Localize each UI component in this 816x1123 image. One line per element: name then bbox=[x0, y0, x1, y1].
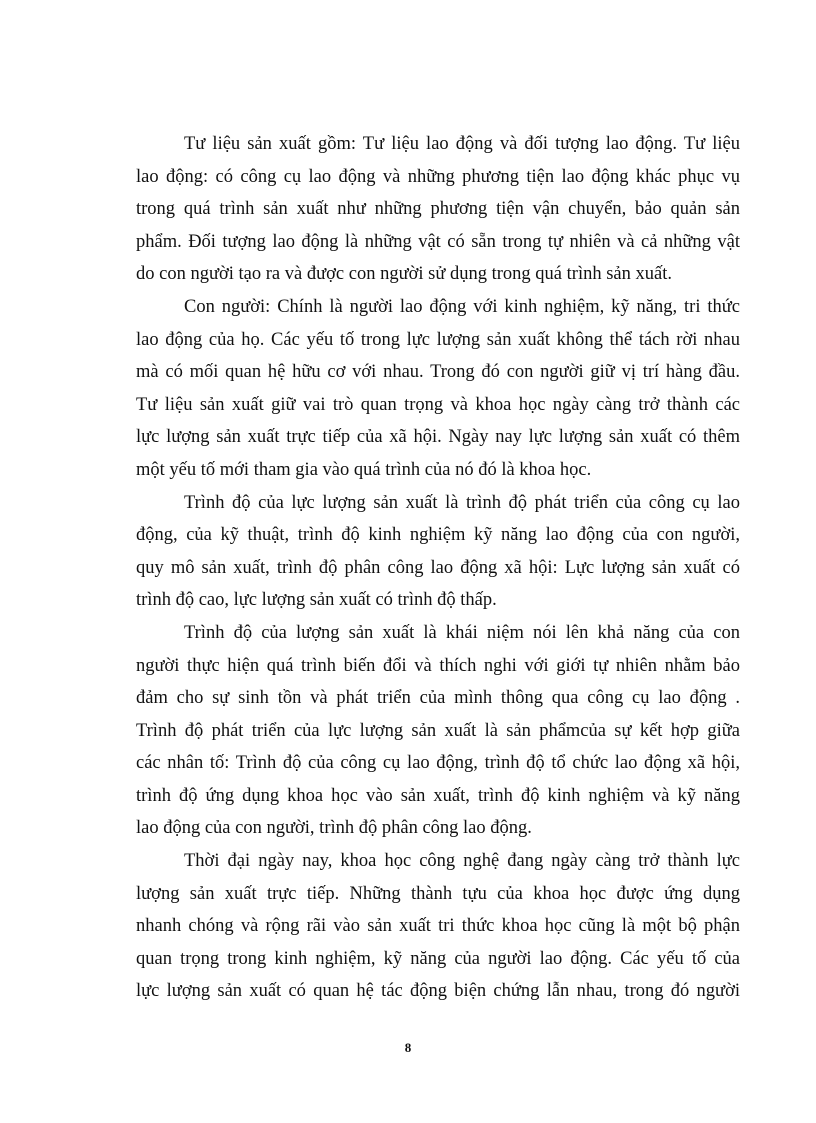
text-line: trình độ cao, lực lượng sản xuất có trình độ thấp. bbox=[136, 590, 497, 611]
document-body bbox=[136, 128, 740, 1008]
paragraph-level-of-productive-forces bbox=[136, 487, 740, 617]
text-line: Tư liệu sản xuất giữ vai trò quan trọng và khoa học ngày càng trở thành các bbox=[136, 394, 740, 415]
text-line: lực lượng sản xuất có quan hệ tác động biện chứng lẫn nhau, trong đó người bbox=[136, 981, 740, 1002]
text-line: trình độ ứng dụng khoa học vào sản xuất, trình độ kinh nghiệm và kỹ năng bbox=[136, 785, 740, 806]
text-line: Trình độ phát triển của lực lượng sản xuất là sản phẩmcủa sự kết hợp giữa bbox=[136, 720, 740, 741]
paragraph-human bbox=[136, 291, 740, 487]
text-line: do con người tạo ra và được con người sử dụng trong quá trình sản xuất. bbox=[136, 264, 672, 285]
text-line: Tư liệu sản xuất gồm: Tư liệu lao động và đối tượng lao động. Tư liệu bbox=[184, 134, 740, 154]
text-line: nhanh chóng và rộng rãi vào sản xuất tri thức khoa học cũng là một bộ phận bbox=[136, 916, 740, 937]
text-line: mà có mối quan hệ hữu cơ với nhau. Trong đó con người giữ vị trí hàng đầu. bbox=[136, 362, 740, 383]
text-line: phẩm. Đối tượng lao động là những vật có sẵn trong tự nhiên và cả những vật bbox=[136, 231, 740, 252]
text-line: Thời đại ngày nay, khoa học công nghệ đang ngày càng trở thành lực bbox=[184, 851, 740, 872]
text-line: Trình độ của lực lượng sản xuất là trình độ phát triển của công cụ lao bbox=[184, 492, 740, 513]
text-line: động, của kỹ thuật, trình độ kinh nghiệm kỹ năng lao động của con người, bbox=[136, 525, 740, 546]
text-line: trong quá trình sản xuất như những phương tiện vận chuyển, bảo quản sản bbox=[136, 199, 740, 220]
paragraph-means-of-production bbox=[136, 128, 740, 291]
text-line: một yếu tố mới tham gia vào quá trình của nó đó là khoa học. bbox=[136, 459, 592, 480]
text-line: người thực hiện quá trình biến đổi và thích nghi với giới tự nhiên nhằm bảo bbox=[136, 655, 740, 676]
text-line: lực lượng sản xuất trực tiếp của xã hội. Ngày nay lực lượng sản xuất có thêm bbox=[136, 427, 740, 448]
page-number: 8 bbox=[404, 1040, 412, 1055]
text-line: đảm cho sự sinh tồn và phát triển của mình thông qua công cụ lao động . bbox=[136, 688, 740, 709]
text-line: quan trọng trong kinh nghiệm, kỹ năng của người lao động. Các yếu tố của bbox=[136, 948, 740, 969]
paragraph-modern-era bbox=[136, 845, 740, 1008]
text-line: các nhân tố: Trình độ của công cụ lao động, trình độ tổ chức lao động xã hội, bbox=[136, 753, 740, 774]
text-line: lượng sản xuất trực tiếp. Những thành tựu của khoa học được ứng dụng bbox=[136, 883, 740, 904]
text-line: Trình độ của lượng sản xuất là khái niệm nói lên khả năng của con bbox=[184, 622, 740, 643]
text-line: Con người: Chính là người lao động với kinh nghiệm, kỹ năng, tri thức bbox=[184, 296, 740, 317]
text-line: lao động của con người, trình độ phân công lao động. bbox=[136, 818, 532, 839]
text-line: quy mô sản xuất, trình độ phân công lao động xã hội: Lực lượng sản xuất có bbox=[136, 557, 740, 578]
paragraph-concept-of-level bbox=[136, 617, 740, 845]
text-line: lao động: có công cụ lao động và những phương tiện lao động khác phục vụ bbox=[136, 166, 740, 187]
text-line: lao động của họ. Các yếu tố trong lực lượng sản xuất không thể tách rời nhau bbox=[136, 329, 740, 350]
